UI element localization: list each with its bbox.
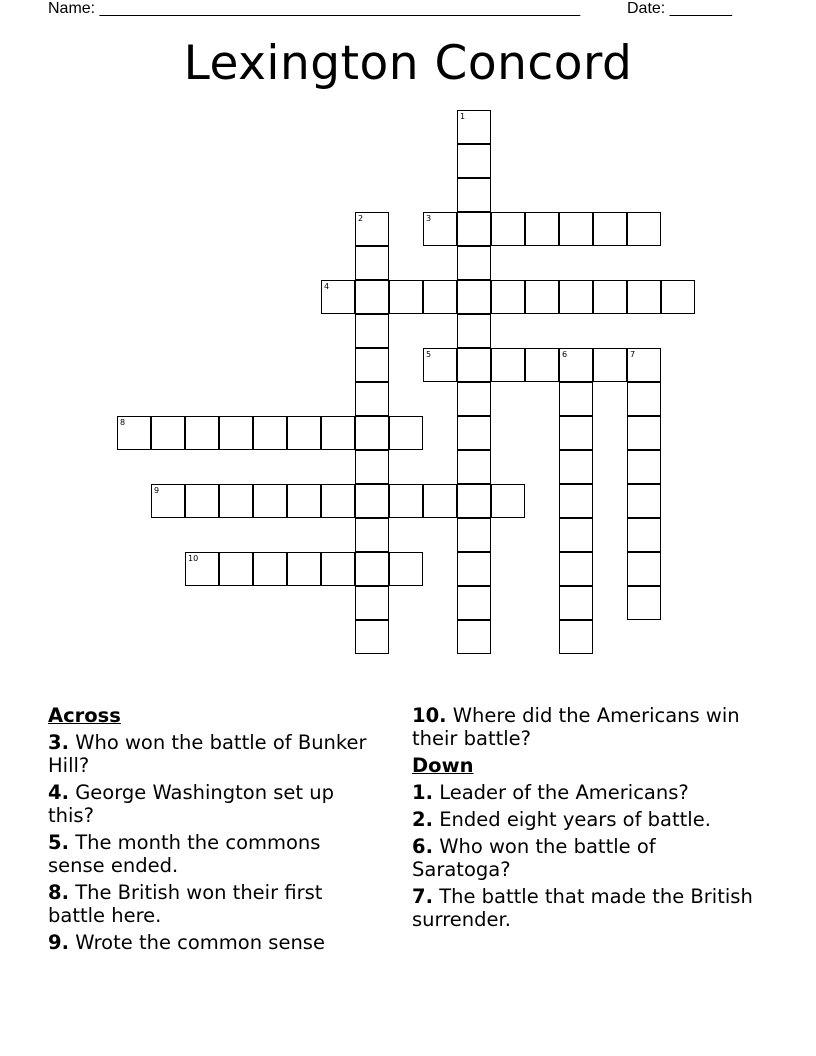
cell-number: 9 bbox=[154, 486, 160, 495]
grid-cell[interactable] bbox=[457, 450, 491, 484]
grid-cell[interactable] bbox=[355, 586, 389, 620]
grid-cell[interactable] bbox=[253, 552, 287, 586]
grid-cell[interactable] bbox=[355, 212, 389, 246]
grid-cell[interactable] bbox=[219, 484, 253, 518]
grid-cell[interactable] bbox=[559, 450, 593, 484]
grid-cell[interactable] bbox=[525, 348, 559, 382]
grid-cell[interactable] bbox=[559, 382, 593, 416]
grid-cell[interactable] bbox=[457, 212, 491, 246]
grid-cell[interactable] bbox=[355, 280, 389, 314]
clue-number: 3. bbox=[48, 731, 69, 754]
cell-number: 5 bbox=[426, 350, 432, 359]
grid-cell[interactable] bbox=[491, 280, 525, 314]
cell-number: 6 bbox=[562, 350, 568, 359]
across-clue-10 bbox=[412, 704, 757, 750]
clue-number: 5. bbox=[48, 831, 69, 854]
down-clue-7 bbox=[412, 885, 757, 931]
grid-cell[interactable] bbox=[559, 348, 593, 382]
grid-cell[interactable] bbox=[287, 484, 321, 518]
grid-cell[interactable] bbox=[457, 484, 491, 518]
clue-text: Who won the battle of Bunker Hill? bbox=[48, 731, 367, 777]
clue-number: 1. bbox=[412, 781, 433, 804]
grid-cell[interactable] bbox=[593, 280, 627, 314]
grid-cell[interactable] bbox=[457, 280, 491, 314]
grid-cell[interactable] bbox=[253, 416, 287, 450]
grid-cell[interactable] bbox=[457, 178, 491, 212]
grid-cell[interactable] bbox=[355, 518, 389, 552]
grid-cell[interactable] bbox=[219, 552, 253, 586]
grid-cell[interactable] bbox=[355, 450, 389, 484]
grid-cell[interactable] bbox=[117, 416, 151, 450]
grid-cell[interactable] bbox=[593, 348, 627, 382]
grid-cell[interactable] bbox=[423, 212, 457, 246]
grid-cell[interactable] bbox=[627, 586, 661, 620]
grid-cell[interactable] bbox=[627, 212, 661, 246]
grid-cell[interactable] bbox=[185, 416, 219, 450]
clue-text: Who won the battle of Saratoga? bbox=[412, 835, 656, 881]
grid-cell[interactable] bbox=[627, 484, 661, 518]
cell-number: 7 bbox=[630, 350, 636, 359]
grid-cell[interactable] bbox=[559, 416, 593, 450]
grid-cell[interactable] bbox=[457, 620, 491, 654]
grid-cell[interactable] bbox=[389, 552, 423, 586]
down-clue-6 bbox=[412, 835, 757, 881]
grid-cell[interactable] bbox=[355, 382, 389, 416]
grid-cell[interactable] bbox=[559, 552, 593, 586]
name-field-label: Name: ______________________________________________________ bbox=[48, 0, 581, 17]
grid-cell[interactable] bbox=[457, 518, 491, 552]
grid-cell[interactable] bbox=[185, 552, 219, 586]
grid-cell[interactable] bbox=[151, 484, 185, 518]
clue-number: 7. bbox=[412, 885, 433, 908]
grid-cell[interactable] bbox=[321, 416, 355, 450]
grid-cell[interactable] bbox=[627, 552, 661, 586]
cell-number: 3 bbox=[426, 214, 432, 223]
grid-cell[interactable] bbox=[457, 382, 491, 416]
clue-text: Ended eight years of battle. bbox=[439, 808, 711, 831]
grid-cell[interactable] bbox=[151, 416, 185, 450]
clue-text: Wrote the common sense bbox=[75, 931, 325, 954]
grid-cell[interactable] bbox=[559, 518, 593, 552]
down-heading: Down bbox=[412, 754, 474, 777]
across-clues-column bbox=[48, 704, 378, 958]
grid-cell[interactable] bbox=[627, 280, 661, 314]
grid-cell[interactable] bbox=[525, 280, 559, 314]
grid-cell[interactable] bbox=[389, 280, 423, 314]
grid-cell[interactable] bbox=[389, 416, 423, 450]
grid-cell[interactable] bbox=[457, 144, 491, 178]
grid-cell[interactable] bbox=[627, 450, 661, 484]
grid-cell[interactable] bbox=[355, 246, 389, 280]
grid-cell[interactable] bbox=[185, 484, 219, 518]
clue-number: 6. bbox=[412, 835, 433, 858]
across-clue-4 bbox=[48, 781, 378, 827]
cell-number: 10 bbox=[188, 554, 199, 563]
clue-number: 2. bbox=[412, 808, 433, 831]
date-field-label: Date: _______ bbox=[627, 0, 732, 17]
cell-number: 1 bbox=[460, 112, 466, 121]
grid-cell[interactable] bbox=[593, 212, 627, 246]
grid-cell[interactable] bbox=[559, 280, 593, 314]
grid-cell[interactable] bbox=[457, 416, 491, 450]
across-clue-8 bbox=[48, 881, 378, 927]
cell-number: 4 bbox=[324, 282, 330, 291]
clue-number: 8. bbox=[48, 881, 69, 904]
down-clues-column bbox=[412, 704, 757, 935]
grid-cell[interactable] bbox=[423, 484, 457, 518]
grid-cell[interactable] bbox=[321, 484, 355, 518]
across-clue-5 bbox=[48, 831, 378, 877]
clue-text: The battle that made the British surrender. bbox=[412, 885, 753, 931]
grid-cell[interactable] bbox=[457, 348, 491, 382]
clue-number: 4. bbox=[48, 781, 69, 804]
grid-cell[interactable] bbox=[287, 552, 321, 586]
cell-number: 2 bbox=[358, 214, 364, 223]
grid-cell[interactable] bbox=[219, 416, 253, 450]
grid-cell[interactable] bbox=[423, 348, 457, 382]
grid-cell[interactable] bbox=[355, 484, 389, 518]
grid-cell[interactable] bbox=[355, 552, 389, 586]
grid-cell[interactable] bbox=[457, 246, 491, 280]
grid-cell[interactable] bbox=[355, 348, 389, 382]
cell-number: 8 bbox=[120, 418, 126, 427]
clue-text: Where did the Americans win their battle? bbox=[412, 704, 740, 750]
grid-cell[interactable] bbox=[457, 110, 491, 144]
grid-cell[interactable] bbox=[491, 348, 525, 382]
grid-cell[interactable] bbox=[287, 416, 321, 450]
across-clue-3 bbox=[48, 731, 378, 777]
grid-cell[interactable] bbox=[661, 280, 695, 314]
grid-cell[interactable] bbox=[559, 212, 593, 246]
grid-cell[interactable] bbox=[457, 586, 491, 620]
grid-cell[interactable] bbox=[389, 484, 423, 518]
grid-cell[interactable] bbox=[253, 484, 287, 518]
grid-cell[interactable] bbox=[355, 620, 389, 654]
grid-cell[interactable] bbox=[355, 416, 389, 450]
grid-cell[interactable] bbox=[491, 212, 525, 246]
grid-cell[interactable] bbox=[627, 382, 661, 416]
page-title: Lexington Concord bbox=[183, 36, 633, 91]
across-heading: Across bbox=[48, 704, 121, 727]
grid-cell[interactable] bbox=[627, 348, 661, 382]
grid-cell[interactable] bbox=[559, 620, 593, 654]
down-clue-2 bbox=[412, 808, 757, 831]
down-clue-1 bbox=[412, 781, 757, 804]
grid-cell[interactable] bbox=[423, 280, 457, 314]
grid-cell[interactable] bbox=[627, 416, 661, 450]
clue-text: The month the commons sense ended. bbox=[48, 831, 321, 877]
clue-text: George Washington set up this? bbox=[48, 781, 335, 827]
grid-cell[interactable] bbox=[457, 314, 491, 348]
clue-number: 9. bbox=[48, 931, 69, 954]
grid-cell[interactable] bbox=[627, 518, 661, 552]
grid-cell[interactable] bbox=[321, 280, 355, 314]
clue-text: The British won their first battle here. bbox=[48, 881, 323, 927]
grid-cell[interactable] bbox=[559, 484, 593, 518]
clue-text: Leader of the Americans? bbox=[439, 781, 689, 804]
grid-cell[interactable] bbox=[491, 484, 525, 518]
clue-number: 10. bbox=[412, 704, 447, 727]
across-clue-9 bbox=[48, 931, 378, 954]
grid-cell[interactable] bbox=[559, 586, 593, 620]
grid-cell[interactable] bbox=[457, 552, 491, 586]
grid-cell[interactable] bbox=[525, 212, 559, 246]
grid-cell[interactable] bbox=[355, 314, 389, 348]
grid-cell[interactable] bbox=[321, 552, 355, 586]
